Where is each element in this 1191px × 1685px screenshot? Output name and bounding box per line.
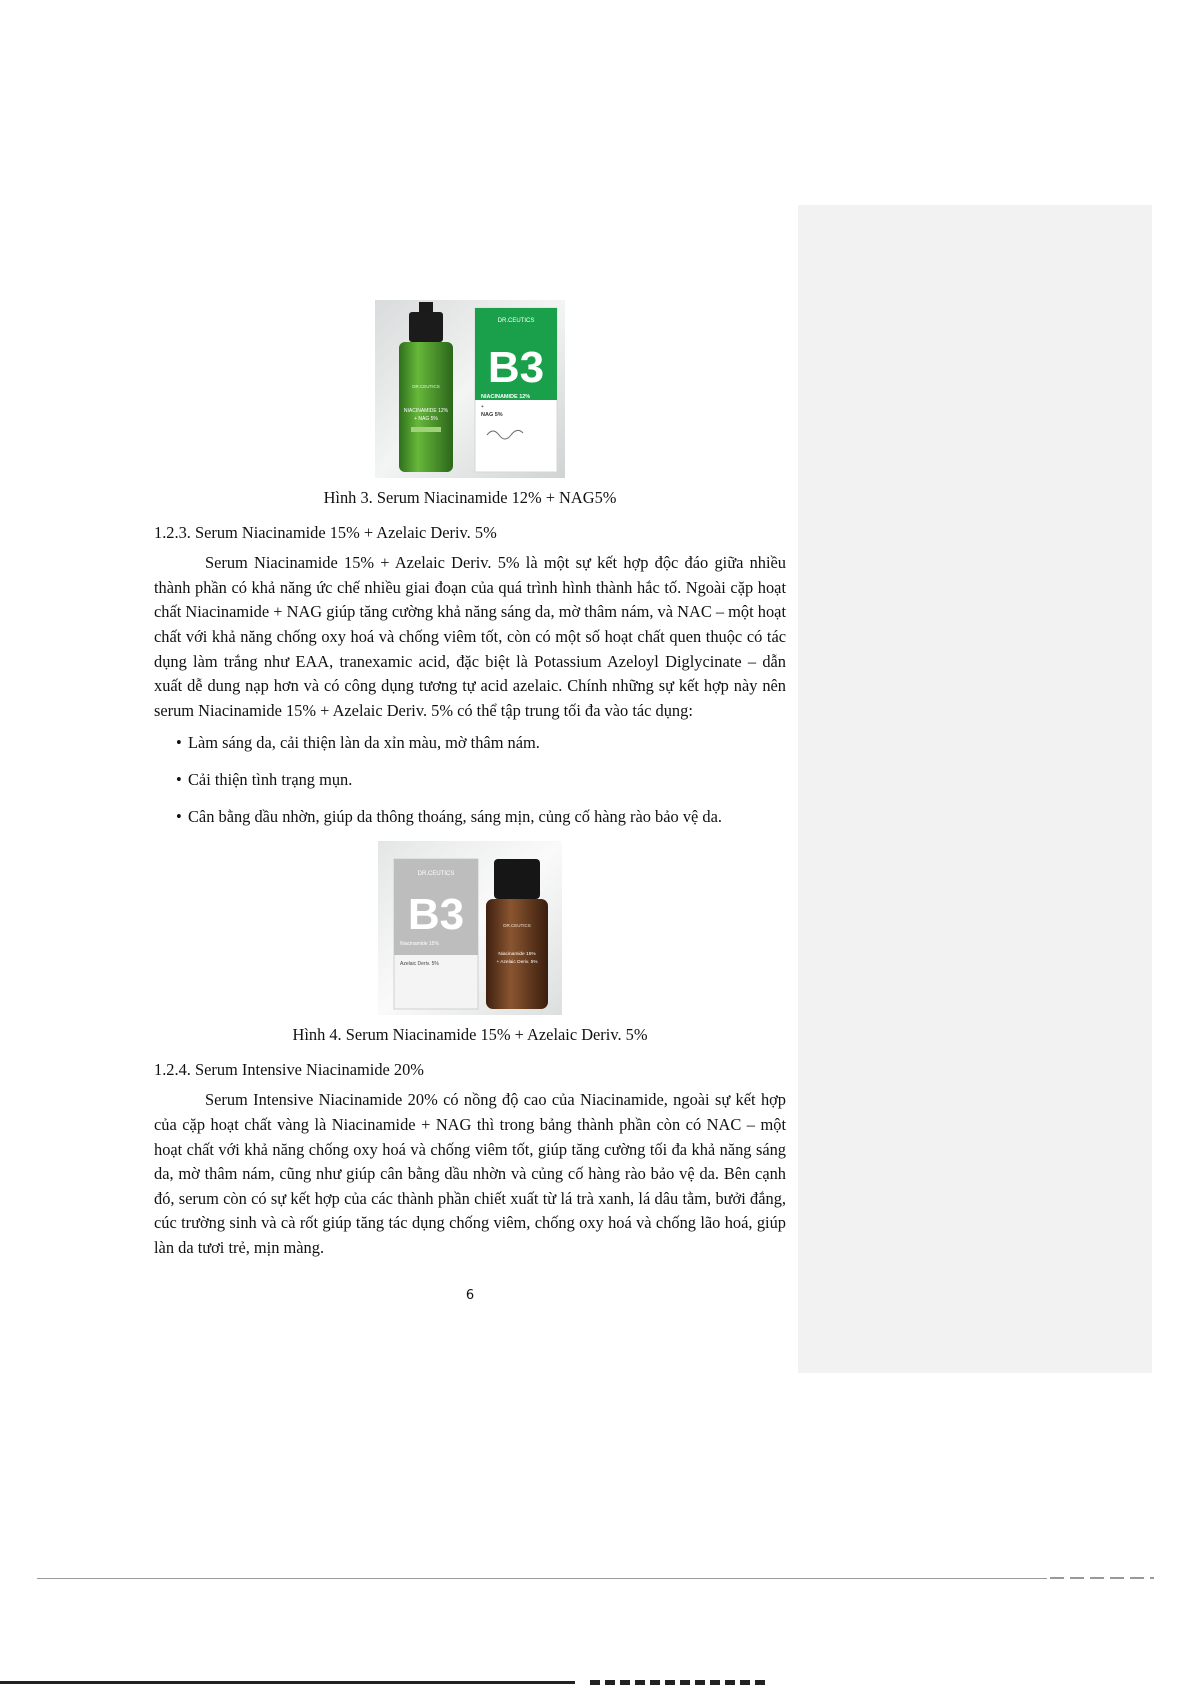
- list-item: [176, 768, 786, 793]
- page-number: 6: [465, 1288, 475, 1303]
- figure-3-image: [375, 300, 565, 478]
- footer-dashed-divider: [1050, 1577, 1154, 1579]
- bullet-icon: •: [176, 806, 182, 826]
- bottle-line-1: NIACINAMIDE 12%: [403, 408, 449, 414]
- list-item-text: Làm sáng da, cải thiện làn da xỉn màu, mờ thâm nám.: [188, 733, 540, 753]
- bottle-line-2: + NAG 5%: [414, 416, 438, 422]
- list-item-text: Cân bằng dầu nhờn, giúp da thông thoáng, sáng mịn, củng cố hàng rào bảo vệ da.: [188, 806, 722, 826]
- bottle-brand: DR.CEUTICS: [412, 384, 440, 389]
- figure-4-image: [378, 841, 562, 1015]
- figure-4-caption: Hình 4. Serum Niacinamide 15% + Azelaic Deriv. 5%: [292, 1025, 648, 1045]
- figure-3: [154, 300, 786, 478]
- box-brand: DR.CEUTICS: [417, 871, 455, 878]
- list-item: [176, 805, 786, 830]
- section-1-2-4-paragraph: Serum Intensive Niacinamide 20% có nồng độ cao của Niacinamide, ngoài sự kết hợp của cặp hoạt chất vàng là Niacinamide + NAG thì trong bảng thành phần còn có NAC – một hoạt chất với khả năng chống oxy hoá và chống viêm tốt, giúp tăng cường tối đa khả năng sáng da, mờ thâm nám, cũng như giúp cân bằng dầu nhờn và củng cố hàng rào bảo vệ da. Bên cạnh đó, serum còn có sự kết hợp của các thành phần chiết xuất từ lá trà xanh, lá dâu tằm, bưởi đắng, cúc trường sinh và cà rốt giúp tăng tác dụng chống viêm, chống oxy hoá và chống lão hoá, giúp làn da tươi trẻ, mịn màng.: [154, 1090, 786, 1257]
- bottom-edge-marks: [590, 1680, 770, 1685]
- box-brand: DR.CEUTICS: [497, 318, 535, 324]
- footer-divider: [37, 1578, 1047, 1579]
- dropper-cap-icon: [494, 859, 540, 899]
- list-item: [176, 731, 786, 756]
- benefit-list: [154, 731, 786, 829]
- section-1-2-3-heading: 1.2.3. Serum Niacinamide 15% + Azelaic Deriv. 5%: [154, 522, 497, 542]
- list-item-text: Cải thiện tình trạng mụn.: [188, 769, 353, 789]
- box-line-1: Niacinamide 15%: [400, 941, 439, 948]
- box-big-label: B3: [407, 890, 465, 940]
- box-line-1: NIACINAMIDE 12%: [481, 394, 531, 400]
- box-big-label: B3: [487, 343, 545, 392]
- document-body: [154, 300, 786, 1260]
- green-bottle: [399, 342, 453, 472]
- box-line-3: NAG 5%: [481, 412, 503, 418]
- bottle-line-1: Niacinamide 15%: [498, 952, 536, 958]
- bottom-edge-line: [0, 1681, 575, 1684]
- box-line-2: +: [481, 404, 484, 410]
- bullet-icon: •: [176, 733, 182, 753]
- box-line-2: Azelaic Deriv. 5%: [400, 961, 439, 968]
- pump-cap-icon: [409, 312, 443, 342]
- bullet-icon: •: [176, 769, 182, 789]
- section-1-2-4-heading: 1.2.4. Serum Intensive Niacinamide 20%: [154, 1059, 424, 1079]
- bottle-line-2: + Azelaic Deriv. 5%: [496, 960, 538, 966]
- figure-4: [154, 841, 786, 1015]
- comment-pane: [798, 205, 1152, 1373]
- figure-3-caption: Hình 3. Serum Niacinamide 12% + NAG5%: [323, 488, 617, 507]
- section-1-2-3-paragraph: Serum Niacinamide 15% + Azelaic Deriv. 5% là một sự kết hợp độc đáo giữa nhiều thành phần có khả năng ức chế nhiều giai đoạn của quá trình hình thành hắc tố. Ngoài cặp hoạt chất Niacinamide + NAG giúp tăng cường khả năng sáng da, mờ thâm nám, và NAC – một hoạt chất với khả năng chống oxy hoá và chống viêm tốt, còn có một số hoạt chất quen thuộc có tác dụng làm trắng như EAA, tranexamic acid, đặc biệt là Potassium Azeloyl Diglycinate – dẫn xuất dễ dung nạp hơn và có công dụng tương tự acid azelaic. Chính những sự kết hợp này nên serum Niacinamide 15% + Azelaic Deriv. 5% có thể tập trung tối đa vào tác dụng:: [154, 553, 786, 720]
- bottle-brand: DR.CEUTICS: [503, 923, 531, 929]
